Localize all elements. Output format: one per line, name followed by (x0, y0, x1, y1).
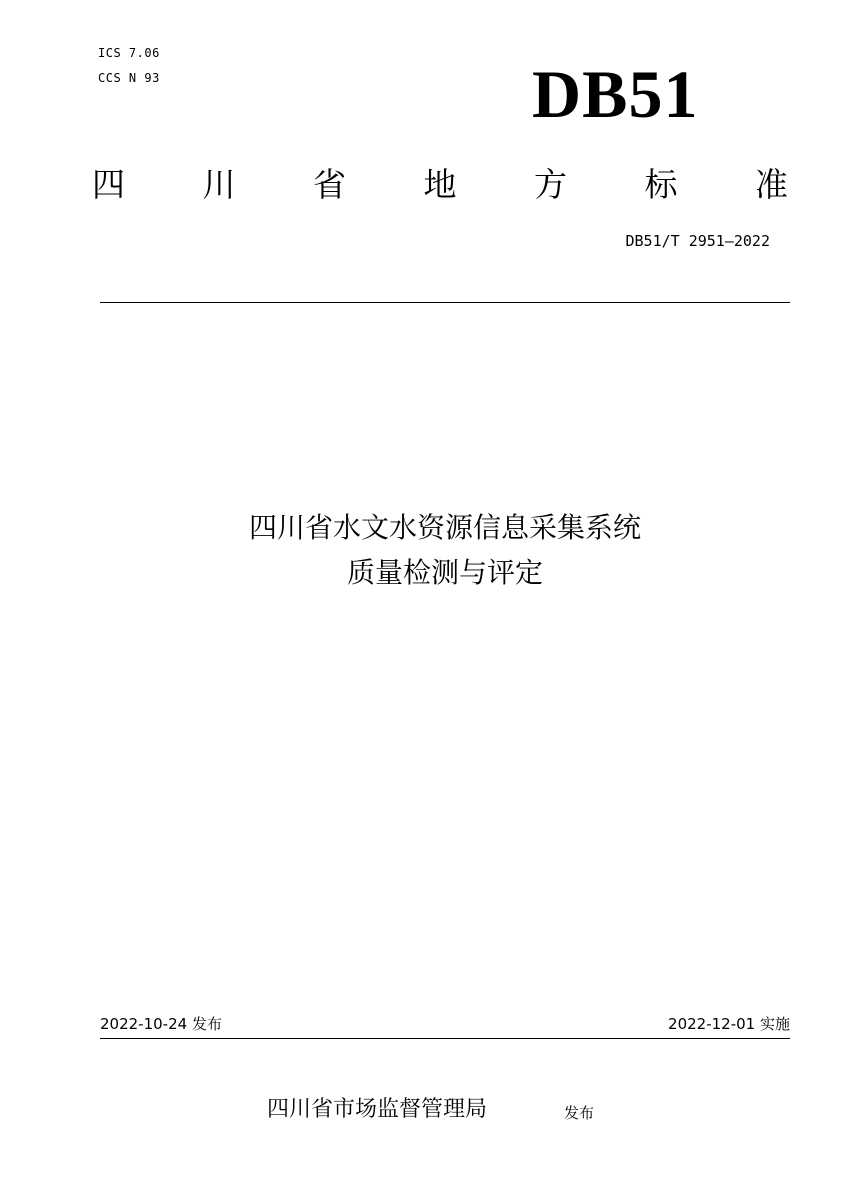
standard-type-char: 省 (313, 165, 346, 204)
issuing-authority-suffix: 发布 (564, 1104, 595, 1122)
bottom-divider (100, 1038, 790, 1039)
standard-type-char: 标 (644, 165, 678, 204)
standard-type-char: 地 (423, 165, 457, 204)
ics-code: ICS 7.06 (98, 46, 160, 60)
standard-type-char: 准 (755, 165, 788, 204)
standard-type-char: 川 (202, 165, 236, 204)
issue-date: 2022-10-24 发布 (100, 1015, 222, 1033)
document-title-line-2: 质量检测与评定 (346, 556, 543, 589)
top-divider (100, 302, 790, 303)
document-title-line-1: 四川省水文水资源信息采集系统 (248, 511, 641, 544)
standard-type-char: 方 (534, 165, 567, 204)
issuing-authority: 四川省市场监督管理局 (267, 1097, 488, 1122)
db51-logo: DB51 (532, 56, 699, 132)
standard-type-title (92, 160, 788, 210)
ccs-code: CCS N 93 (98, 71, 160, 85)
effective-date: 2022-12-01 实施 (668, 1015, 790, 1033)
standard-number: DB51/T 2951—2022 (625, 232, 770, 250)
standard-type-char: 四 (92, 165, 125, 204)
